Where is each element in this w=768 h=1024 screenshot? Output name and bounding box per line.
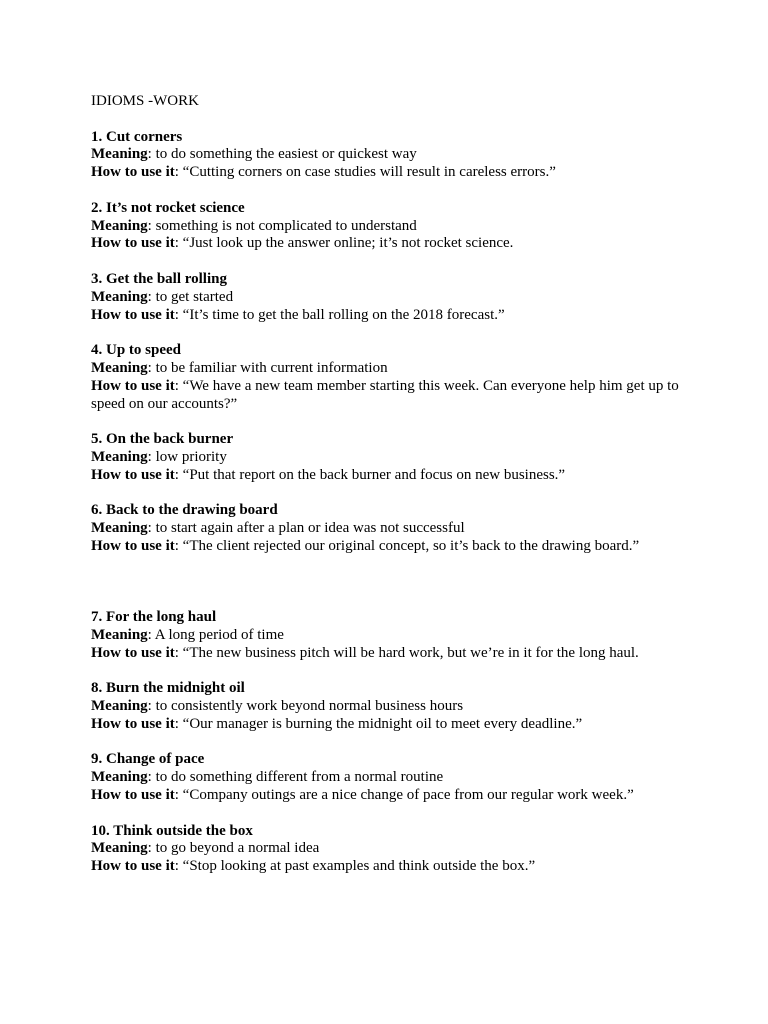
meaning-label: Meaning [91, 217, 148, 234]
idiom-usage [91, 378, 691, 414]
idiom-usage [91, 467, 691, 485]
idiom-heading: 9. Change of pace [91, 751, 205, 768]
meaning-text: : something is not complicated to understand [147, 217, 417, 234]
usage-text: : “The client rejected our original concept, so it’s back to the drawing board.” [174, 537, 640, 554]
usage-label: How to use it [91, 377, 175, 394]
usage-text: : “Our manager is burning the midnight oil to meet every deadline.” [174, 715, 583, 732]
usage-label: How to use it [91, 715, 175, 732]
idiom-meaning [91, 449, 691, 467]
usage-text: : “Just look up the answer online; it’s not rocket science. [174, 235, 514, 252]
idiom-usage [91, 538, 691, 556]
usage-text: : “The new business pitch will be hard work, but we’re in it for the long haul. [174, 644, 639, 661]
usage-text: : “Cutting corners on case studies will result in careless errors.” [174, 164, 556, 181]
idiom-meaning [91, 218, 691, 236]
meaning-text: : to go beyond a normal idea [147, 840, 320, 857]
usage-text: : “Stop looking at past examples and think outside the box.” [174, 858, 536, 875]
meaning-text: : to consistently work beyond normal business hours [147, 698, 464, 715]
usage-label: How to use it [91, 644, 175, 661]
usage-text: : “Put that report on the back burner and focus on new business.” [174, 466, 566, 483]
meaning-label: Meaning [91, 769, 148, 786]
idiom-item-8 [91, 680, 691, 733]
usage-text: : “It’s time to get the ball rolling on the 2018 forecast.” [174, 306, 505, 323]
idiom-heading: 8. Burn the midnight oil [91, 680, 245, 697]
idiom-meaning [91, 627, 691, 645]
meaning-text: : to get started [147, 288, 234, 305]
idiom-item-4 [91, 342, 691, 413]
usage-text: : “We have a new team member starting this week. Can everyone help him get up to speed on our accounts?” [91, 377, 679, 412]
usage-label: How to use it [91, 787, 175, 804]
idiom-heading: 3. Get the ball rolling [91, 270, 227, 287]
idiom-usage [91, 787, 691, 805]
idiom-heading: 2. It’s not rocket science [91, 199, 245, 216]
meaning-label: Meaning [91, 698, 148, 715]
idiom-usage [91, 164, 691, 182]
idiom-heading: 10. Think outside the box [91, 822, 253, 839]
meaning-text: : A long period of time [147, 626, 284, 643]
idiom-item-3 [91, 271, 691, 324]
usage-label: How to use it [91, 164, 175, 181]
idiom-meaning [91, 146, 691, 164]
meaning-text: : to start again after a plan or idea was not successful [147, 520, 465, 537]
usage-label: How to use it [91, 306, 175, 323]
idiom-usage [91, 716, 691, 734]
meaning-text: : to be familiar with current information [147, 359, 388, 376]
idiom-usage [91, 645, 691, 663]
idiom-item-7 [91, 609, 691, 662]
meaning-text: : to do something different from a normal routine [147, 769, 444, 786]
idiom-usage [91, 307, 691, 325]
document-title: IDIOMS -WORK [91, 93, 199, 109]
idiom-item-5 [91, 431, 691, 484]
idiom-heading: 7. For the long haul [91, 609, 217, 626]
meaning-text: : to do something the easiest or quickest way [147, 146, 417, 163]
idiom-meaning [91, 289, 691, 307]
idiom-heading: 5. On the back burner [91, 431, 234, 448]
usage-label: How to use it [91, 858, 175, 875]
meaning-label: Meaning [91, 840, 148, 857]
idiom-heading: 4. Up to speed [91, 342, 182, 359]
idiom-item-6 [91, 502, 691, 555]
meaning-label: Meaning [91, 288, 148, 305]
meaning-label: Meaning [91, 626, 148, 643]
usage-text: : “Company outings are a nice change of pace from our regular work week.” [174, 787, 634, 804]
idiom-meaning [91, 769, 691, 787]
idiom-meaning [91, 698, 691, 716]
idiom-heading: 1. Cut corners [91, 128, 183, 145]
idiom-item-1 [91, 129, 691, 182]
document-page [91, 93, 691, 894]
meaning-label: Meaning [91, 146, 148, 163]
usage-label: How to use it [91, 466, 175, 483]
idiom-usage [91, 858, 691, 876]
usage-label: How to use it [91, 235, 175, 252]
meaning-label: Meaning [91, 359, 148, 376]
idiom-item-9 [91, 751, 691, 804]
meaning-label: Meaning [91, 520, 148, 537]
idiom-item-10 [91, 823, 691, 876]
idiom-meaning [91, 520, 691, 538]
idiom-item-2 [91, 200, 691, 253]
idiom-meaning [91, 840, 691, 858]
idiom-usage [91, 235, 691, 253]
meaning-text: : low priority [147, 448, 227, 465]
meaning-label: Meaning [91, 448, 148, 465]
idiom-meaning [91, 360, 691, 378]
usage-label: How to use it [91, 537, 175, 554]
idiom-heading: 6. Back to the drawing board [91, 502, 278, 519]
